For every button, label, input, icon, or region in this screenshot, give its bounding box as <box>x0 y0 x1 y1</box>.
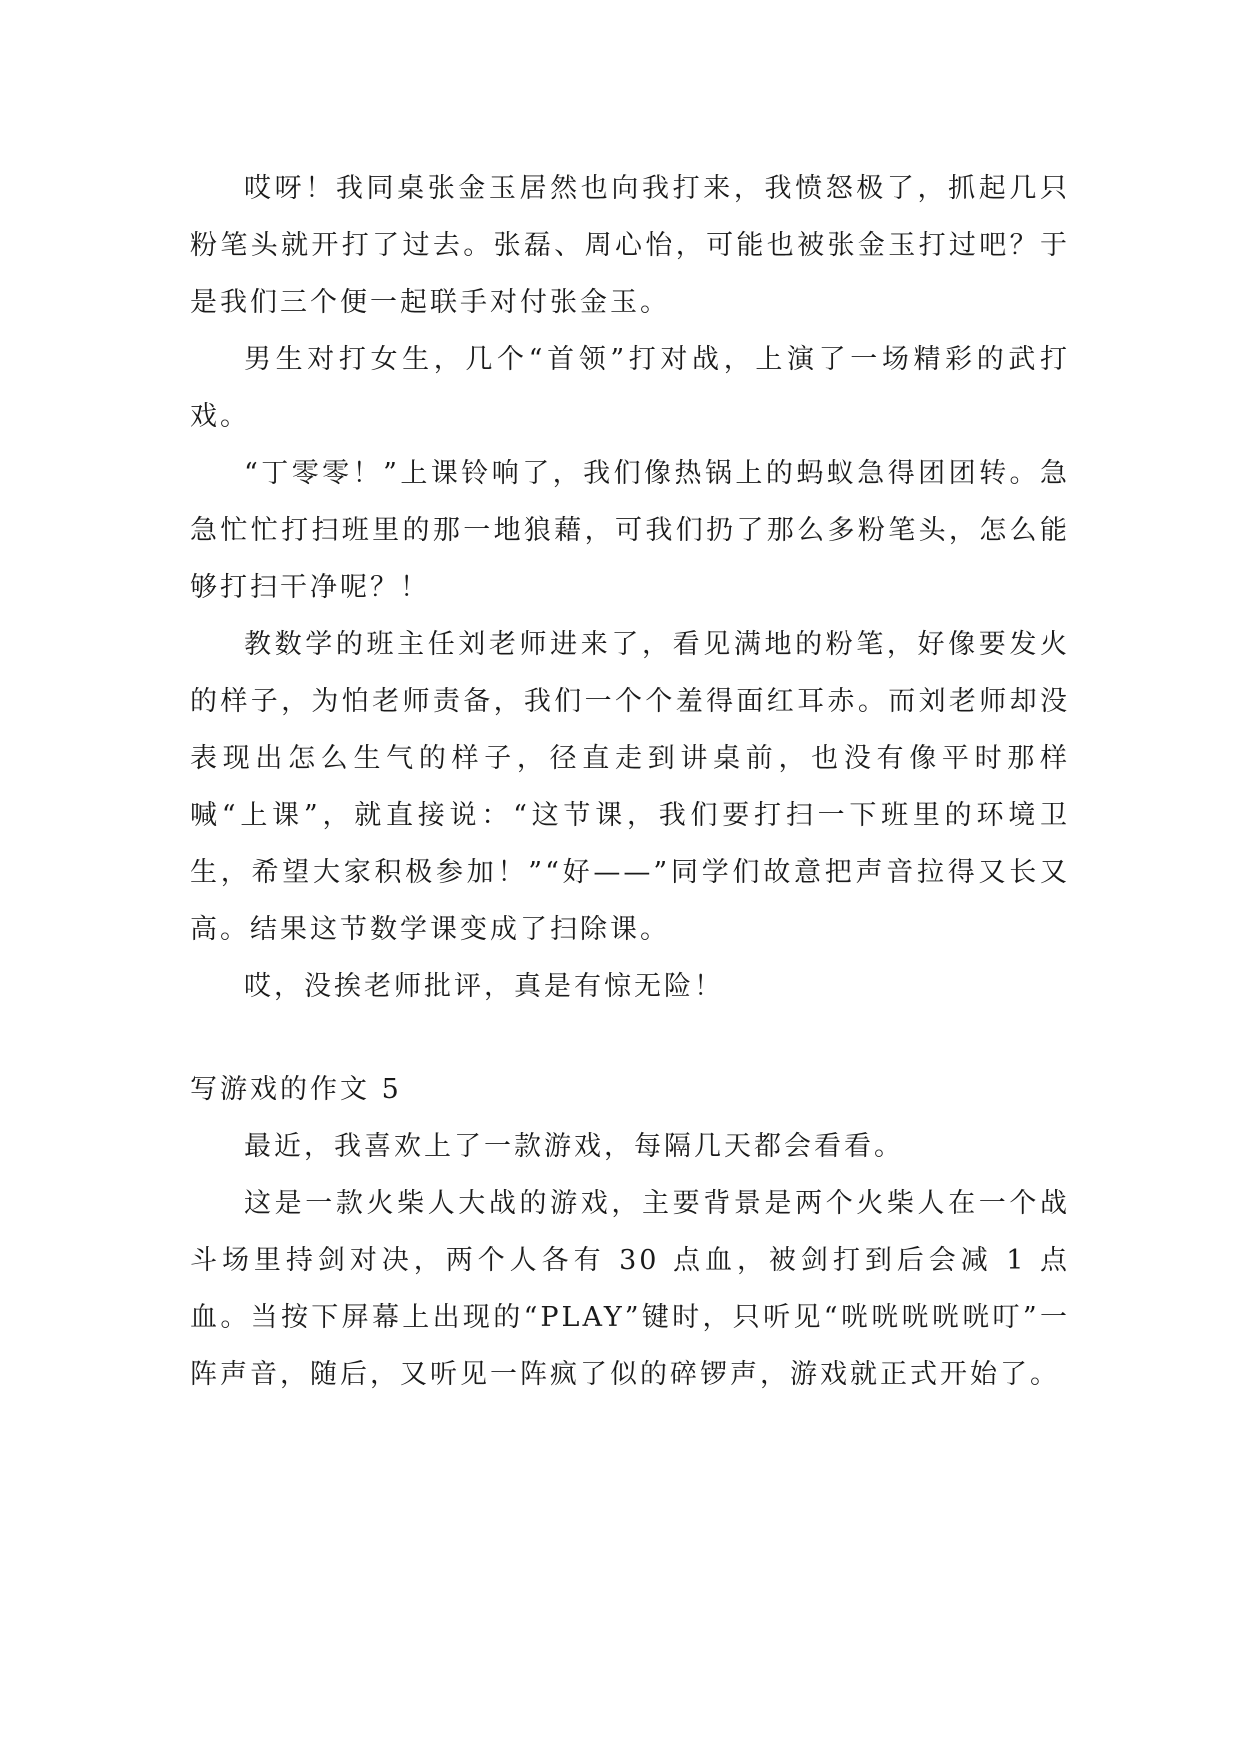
paragraph: 最近，我喜欢上了一款游戏，每隔几天都会看看。 <box>244 1131 904 1162</box>
paragraph: 男生对打女生，几个“首领”打对战，上演了一场精彩的武打戏。 <box>190 344 1070 432</box>
paragraph: “丁零零！”上课铃响了，我们像热锅上的蚂蚁急得团团转。急急忙忙打扫班里的那一地狼藉，可我们扔了那么多粉笔头，怎么能够打扫干净呢？！ <box>190 458 1070 603</box>
section-title: 写游戏的作文 5 <box>190 1074 402 1105</box>
paragraph: 哎呀！我同桌张金玉居然也向我打来，我愤怒极了，抓起几只粉笔头就开打了过去。张磊、周心怡，可能也被张金玉打过吧？于是我们三个便一起联手对付张金玉。 <box>190 173 1070 318</box>
paragraph: 这是一款火柴人大战的游戏，主要背景是两个火柴人在一个战斗场里持剑对决，两个人各有 30 点血，被剑打到后会减 1 点血。当按下屏幕上出现的“PLAY”键时，只听见“咣咣咣咣咣叮”一阵声音，随后，又听见一阵疯了似的碎锣声，游戏就正式开始了。 <box>190 1188 1070 1390</box>
paragraph: 哎，没挨老师批评，真是有惊无险！ <box>244 971 724 1002</box>
document-body <box>190 160 1070 1403</box>
paragraph: 教数学的班主任刘老师进来了，看见满地的粉笔，好像要发火的样子，为怕老师责备，我们一个个羞得面红耳赤。而刘老师却没表现出怎么生气的样子，径直走到讲桌前，也没有像平时那样喊“上课”，就直接说：“这节课，我们要打扫一下班里的环境卫生，希望大家积极参加！”“好——”同学们故意把声音拉得又长又高。结果这节数学课变成了扫除课。 <box>190 629 1070 945</box>
